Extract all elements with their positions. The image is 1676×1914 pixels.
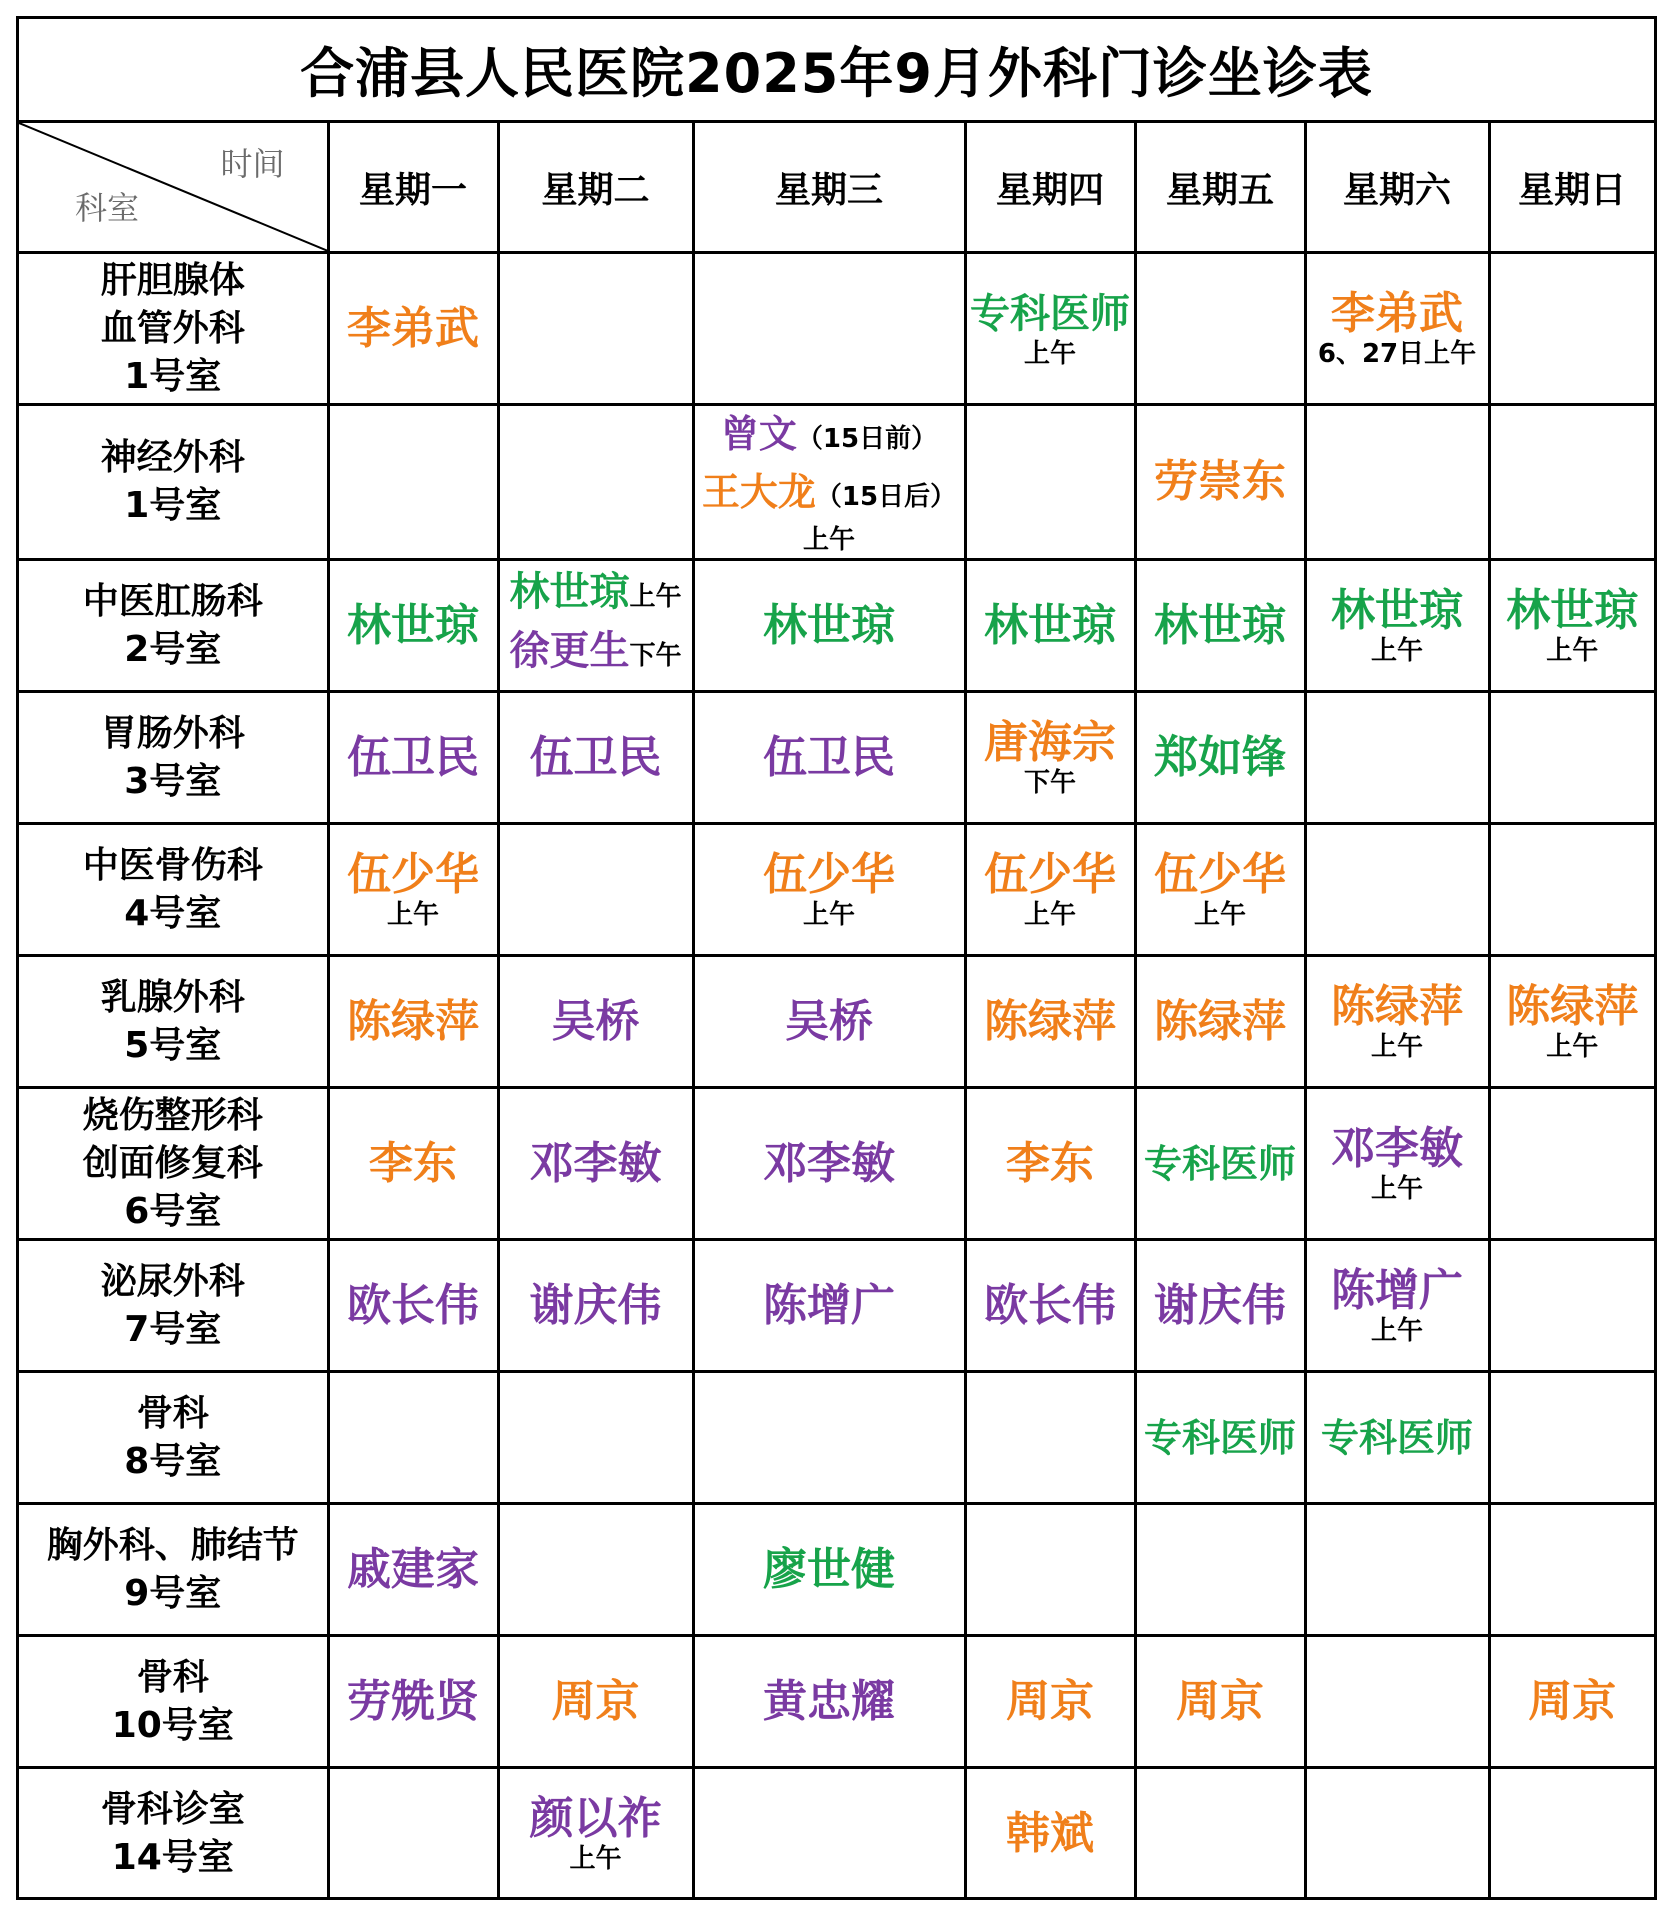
doctor-name: 陈绿萍 [1331, 980, 1463, 1032]
header-row [19, 123, 1654, 253]
slot-thu [965, 1372, 1135, 1504]
session-note: 6、27日上午 [1317, 338, 1477, 369]
doctor-name: 唐海宗 [984, 716, 1116, 768]
day-header-wed: 星期三 [693, 123, 965, 253]
doctor-name: 陈绿萍 [984, 995, 1116, 1047]
doctor-name: 李弟武 [347, 302, 479, 354]
slot-fri [1135, 824, 1305, 956]
doctor-name: 韩斌 [1006, 1808, 1094, 1860]
slot-tue [498, 560, 693, 692]
slot-tue [498, 1504, 693, 1636]
doctor-name: 林世琼 [1154, 599, 1286, 651]
session-note: 上午 [1546, 1031, 1599, 1062]
slot-tue [498, 692, 693, 824]
slot-thu [965, 1636, 1135, 1768]
slot-mon [328, 405, 498, 560]
day-header-tue: 星期二 [498, 123, 693, 253]
slot-tue [498, 1240, 693, 1372]
doctor-name: 邓李敏 [1331, 1122, 1463, 1174]
slot-fri [1135, 1504, 1305, 1636]
doctor-name: 周京 [1528, 1675, 1617, 1727]
slot-wed [693, 253, 965, 405]
session-note: 上午 [1193, 899, 1246, 930]
dept-cell: 胸外科、肺结节 9号室 [19, 1504, 328, 1636]
slot-mon [328, 692, 498, 824]
doctor-name: 欧长伟 [347, 1279, 479, 1331]
doctor-name: 林世琼 [509, 568, 630, 615]
slot-wed [693, 692, 965, 824]
doctor-name: 陈增广 [1331, 1264, 1463, 1316]
slot-wed [693, 1372, 965, 1504]
day-header-sun: 星期日 [1489, 123, 1654, 253]
table-row [19, 1768, 1654, 1900]
slot-tue [498, 1636, 693, 1768]
slot-sat [1305, 1504, 1489, 1636]
slot-sun [1489, 1088, 1654, 1240]
slot-sat [1305, 956, 1489, 1088]
dept-cell: 神经外科 1号室 [19, 405, 328, 560]
slot-fri [1135, 1768, 1305, 1900]
table-row [19, 1504, 1654, 1636]
slot-tue [498, 824, 693, 956]
slot-sun [1489, 692, 1654, 824]
slot-sun [1489, 1372, 1654, 1504]
session-note: 上午 [1370, 635, 1423, 666]
table-row [19, 1636, 1654, 1768]
slot-fri [1135, 253, 1305, 405]
slot-fri [1135, 956, 1305, 1088]
slot-thu [965, 560, 1135, 692]
slot-sun [1489, 1636, 1654, 1768]
doctor-name: 陈增广 [763, 1279, 895, 1331]
slot-sun [1489, 1768, 1654, 1900]
doctor-name: 伍少华 [347, 848, 479, 900]
slot-wed [693, 405, 965, 560]
doctor-name: 林世琼 [984, 599, 1116, 651]
dept-cell: 骨科 10号室 [19, 1636, 328, 1768]
session-note: 上午 [1546, 635, 1599, 666]
page-title: 合浦县人民医院2025年9月外科门诊坐诊表 [19, 19, 1654, 123]
slot-sat [1305, 1372, 1489, 1504]
doctor-name: 邓李敏 [763, 1137, 895, 1189]
doctor-name: 陈绿萍 [347, 995, 479, 1047]
slot-thu [965, 1088, 1135, 1240]
slot-tue [498, 1372, 693, 1504]
slot-fri [1135, 1240, 1305, 1372]
doctor-name: 廖世健 [763, 1543, 895, 1595]
slot-mon [328, 1372, 498, 1504]
slot-sat [1305, 1088, 1489, 1240]
doctor-name: 李东 [369, 1137, 457, 1189]
doctor-name: 周京 [1006, 1675, 1094, 1727]
slot-wed [693, 1636, 965, 1768]
doctor-name: 林世琼 [347, 599, 479, 651]
session-note: 下午 [629, 640, 682, 671]
slot-sat [1305, 1636, 1489, 1768]
doctor-name: 王大龙 [701, 470, 816, 514]
slot-thu [965, 956, 1135, 1088]
doctor-name: 周京 [551, 1675, 640, 1727]
corner-cell [19, 123, 328, 253]
dept-cell: 肝胆腺体 血管外科 1号室 [19, 253, 328, 405]
slot-fri [1135, 1088, 1305, 1240]
slot-wed [693, 1768, 965, 1900]
table-row [19, 1372, 1654, 1504]
doctor-name: 郑如锋 [1154, 731, 1286, 783]
doctor-name: 邓李敏 [529, 1137, 662, 1189]
doctor-name: 谢庆伟 [1154, 1279, 1286, 1331]
slot-fri [1135, 1372, 1305, 1504]
slot-mon [328, 1088, 498, 1240]
slot-tue [498, 253, 693, 405]
doctor-name: 伍卫民 [347, 731, 479, 783]
session-note: 上午 [1023, 338, 1076, 369]
doctor-name: 徐更生 [509, 627, 630, 674]
slot-wed [693, 1240, 965, 1372]
doctor-name: 伍卫民 [529, 731, 662, 783]
session-note: 上午 [802, 899, 855, 930]
schedule-table [19, 123, 1654, 1900]
session-note: 上午 [629, 581, 682, 612]
slot-thu [965, 824, 1135, 956]
slot-tue [498, 1768, 693, 1900]
table-row [19, 1240, 1654, 1372]
session-note: 上午 [1370, 1031, 1423, 1062]
slot-sat [1305, 253, 1489, 405]
slot-sat [1305, 1240, 1489, 1372]
doctor-name: 曾文 [720, 412, 797, 456]
doctor-name: 陈绿萍 [1506, 980, 1639, 1032]
slot-wed [693, 824, 965, 956]
table-row [19, 956, 1654, 1088]
doctor-name: 林世琼 [1331, 584, 1463, 636]
slot-wed [693, 956, 965, 1088]
doctor-name: 专科医师 [1143, 1141, 1296, 1186]
slot-mon [328, 1636, 498, 1768]
doctor-name: 戚建家 [347, 1543, 479, 1595]
slot-thu [965, 1768, 1135, 1900]
dept-cell: 骨科 8号室 [19, 1372, 328, 1504]
slot-thu [965, 1240, 1135, 1372]
session-note: 上午 [1023, 899, 1076, 930]
slot-fri [1135, 692, 1305, 824]
slot-mon [328, 253, 498, 405]
table-row [19, 560, 1654, 692]
table-row [19, 824, 1654, 956]
slot-wed [693, 1504, 965, 1636]
slot-sun [1489, 405, 1654, 560]
doctor-name: 伍卫民 [763, 731, 895, 783]
day-header-fri: 星期五 [1135, 123, 1305, 253]
slot-sat [1305, 405, 1489, 560]
dept-cell: 乳腺外科 5号室 [19, 956, 328, 1088]
schedule-sheet [16, 16, 1657, 1900]
table-row [19, 405, 1654, 560]
doctor-name: 专科医师 [970, 290, 1130, 337]
doctor-name: 劳崇东 [1154, 456, 1286, 507]
dept-cell: 中医肛肠科 2号室 [19, 560, 328, 692]
dept-cell: 胃肠外科 3号室 [19, 692, 328, 824]
slot-sat [1305, 1768, 1489, 1900]
slot-sun [1489, 560, 1654, 692]
slot-mon [328, 824, 498, 956]
dept-cell: 骨科诊室 14号室 [19, 1768, 328, 1900]
slot-mon [328, 1768, 498, 1900]
session-note: 上午 [569, 1844, 622, 1875]
slot-tue [498, 1088, 693, 1240]
period-note: （15日前） [796, 424, 938, 454]
doctor-name: 陈绿萍 [1154, 995, 1286, 1047]
slot-sat [1305, 560, 1489, 692]
day-header-thu: 星期四 [965, 123, 1135, 253]
session-note: 上午 [802, 525, 855, 555]
slot-thu [965, 405, 1135, 560]
slot-sun [1489, 253, 1654, 405]
session-note: 上午 [1370, 1173, 1423, 1204]
doctor-name: 谢庆伟 [529, 1279, 662, 1331]
slot-wed [693, 1088, 965, 1240]
slot-sat [1305, 692, 1489, 824]
doctor-name: 李弟武 [1331, 287, 1463, 339]
slot-sun [1489, 956, 1654, 1088]
doctor-name: 伍少华 [763, 848, 895, 900]
day-header-mon: 星期一 [328, 123, 498, 253]
doctor-name: 周京 [1176, 1675, 1264, 1727]
dept-cell: 泌尿外科 7号室 [19, 1240, 328, 1372]
period-note: （15日后） [815, 482, 957, 512]
doctor-name: 专科医师 [1143, 1415, 1296, 1460]
slot-sun [1489, 824, 1654, 956]
doctor-name: 劳兟贤 [347, 1675, 479, 1727]
slot-fri [1135, 1636, 1305, 1768]
slot-thu [965, 253, 1135, 405]
slot-mon [328, 956, 498, 1088]
table-row [19, 692, 1654, 824]
session-note: 上午 [1370, 1315, 1423, 1346]
doctor-name: 伍少华 [1154, 848, 1286, 900]
slot-thu [965, 692, 1135, 824]
doctor-name: 林世琼 [1506, 584, 1639, 636]
corner-time-label: 时间 [220, 145, 285, 183]
session-note: 上午 [386, 899, 439, 930]
table-row [19, 253, 1654, 405]
doctor-name: 欧长伟 [984, 1279, 1116, 1331]
corner-dept-label: 科室 [75, 189, 140, 227]
doctor-name: 林世琼 [763, 599, 895, 651]
day-header-sat: 星期六 [1305, 123, 1489, 253]
doctor-name: 伍少华 [984, 848, 1116, 900]
slot-sun [1489, 1504, 1654, 1636]
doctor-name: 吴桥 [785, 995, 873, 1047]
doctor-name: 李东 [1006, 1137, 1094, 1189]
doctor-name: 黄忠耀 [763, 1675, 895, 1727]
dept-cell: 中医骨伤科 4号室 [19, 824, 328, 956]
doctor-name: 专科医师 [1320, 1415, 1473, 1460]
slot-mon [328, 560, 498, 692]
doctor-name: 吴桥 [551, 995, 640, 1047]
session-note: 下午 [1023, 767, 1076, 798]
doctor-name: 颜以祚 [529, 1793, 662, 1845]
slot-tue [498, 956, 693, 1088]
slot-tue [498, 405, 693, 560]
slot-wed [693, 560, 965, 692]
slot-mon [328, 1504, 498, 1636]
slot-fri [1135, 405, 1305, 560]
slot-sat [1305, 824, 1489, 956]
dept-cell: 烧伤整形科 创面修复科 6号室 [19, 1088, 328, 1240]
table-row [19, 1088, 1654, 1240]
slot-fri [1135, 560, 1305, 692]
slot-thu [965, 1504, 1135, 1636]
slot-sun [1489, 1240, 1654, 1372]
slot-mon [328, 1240, 498, 1372]
